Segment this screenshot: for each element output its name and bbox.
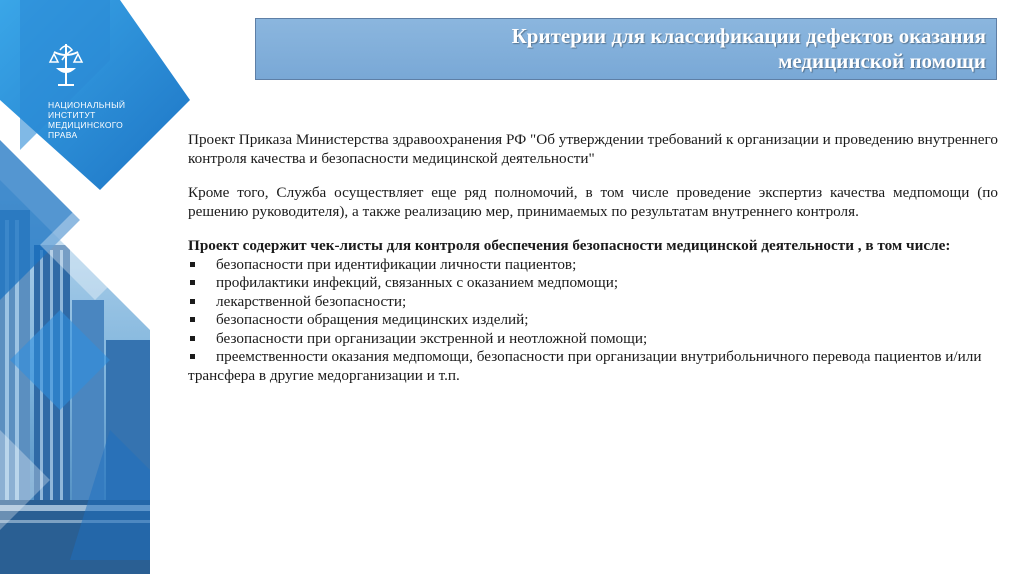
- list-item: [188, 311, 998, 330]
- decorative-pattern: [0, 0, 200, 574]
- list-item-text: профилактики инфекций, связанных с оказанием медпомощи;: [216, 274, 619, 291]
- bullet-icon: [190, 317, 195, 322]
- checklist-intro: Проект содержит чек-листы для контроля обеспечения безопасности медицинской деятельности , в том числе:: [188, 237, 951, 254]
- service-paragraph: Кроме того, Служба осуществляет еще ряд полномочий, в том числе проведение экспертиз качества медпомощи (по решению руководителя), а также реализацию мер, принимаемых по результатам внутреннего контроля.: [188, 184, 998, 220]
- list-item: [188, 348, 998, 385]
- list-item: [188, 274, 998, 293]
- slide-title: Критерии для классификации дефектов оказания медицинской помощи: [511, 24, 986, 73]
- checklist-items: [188, 256, 998, 386]
- slide-title-bar: [255, 18, 997, 80]
- bullet-icon: [190, 262, 195, 267]
- bullet-icon: [190, 280, 195, 285]
- bullet-icon: [190, 336, 195, 341]
- slide-content: [188, 131, 998, 385]
- bowl-of-hygieia-icon: [46, 38, 86, 90]
- list-item-text: безопасности при организации экстренной и неотложной помощи;: [216, 329, 648, 347]
- list-item-text: безопасности при идентификации личности пациентов;: [216, 255, 577, 273]
- list-item-text: лекарственной безопасности;: [216, 292, 407, 310]
- institute-name: НАЦИОНАЛЬНЫЙ ИНСТИТУТ МЕДИЦИНСКОГО ПРАВА: [48, 100, 126, 140]
- bullet-icon: [190, 299, 195, 304]
- list-item: [188, 256, 998, 275]
- bullet-icon: [190, 354, 195, 359]
- list-item-text: безопасности обращения медицинских изделий;: [216, 311, 529, 328]
- intro-paragraph: Проект Приказа Министерства здравоохранения РФ "Об утверждении требований к организации и проведению внутреннего контроля качества и безопасности медицинской деятельности": [188, 131, 998, 167]
- list-item: [188, 330, 998, 349]
- list-item-text: преемственности оказания медпомощи, безопасности при организации внутрибольничного перевода пациентов и/или трансфера в другие медорганизации и т.п.: [188, 348, 982, 384]
- list-item: [188, 293, 998, 312]
- decorative-sidebar: [0, 0, 200, 574]
